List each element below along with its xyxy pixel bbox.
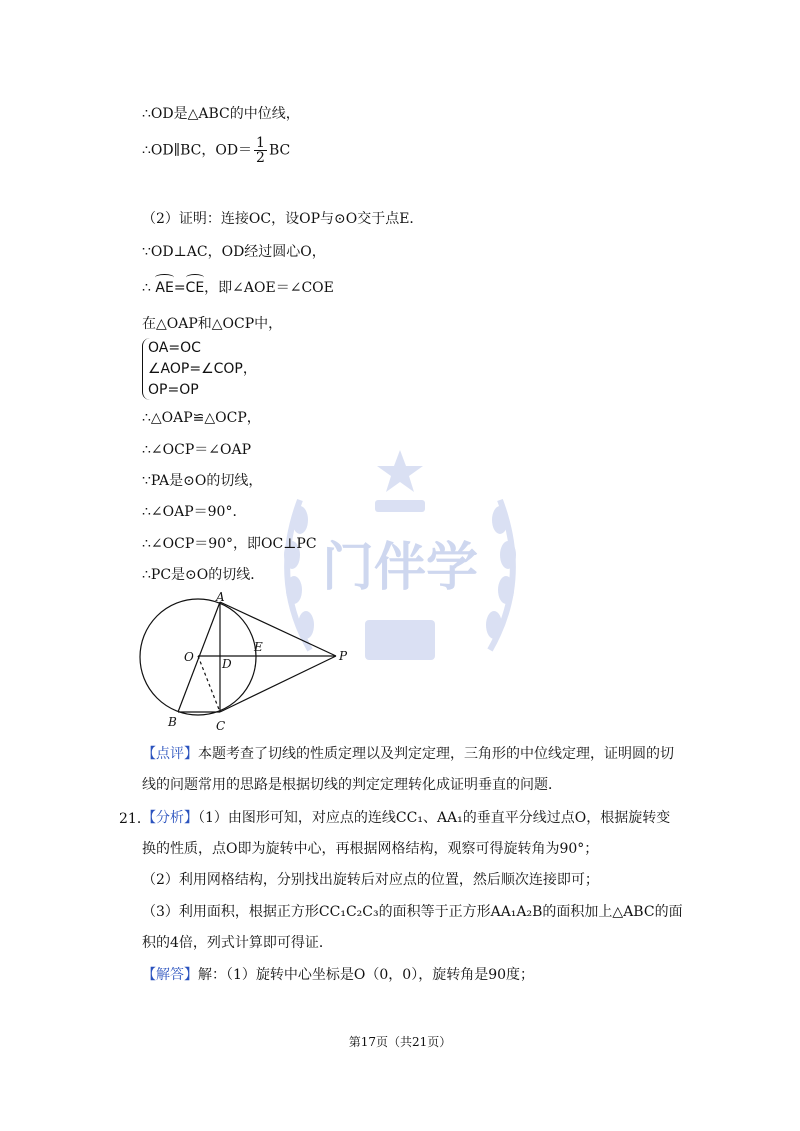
proof-line-parallel — [142, 136, 290, 165]
label-d: D — [222, 657, 232, 671]
condition-angle: ∠AOP=∠COP， — [148, 361, 257, 377]
proof2-line-arcs — [142, 278, 334, 298]
segment-oc — [198, 656, 220, 712]
analysis-line-3: （2）利用网格结构，分别找出旋转后对应点的位置，然后顺次连接即可； — [142, 872, 599, 888]
proof2-angle-equal: ∴∠OCP＝∠OAP — [142, 442, 251, 458]
answer-text-1: 解：（1）旋转中心坐标是O（0，0），旋转角是90度； — [198, 967, 535, 983]
analysis-line-4: （3）利用面积，根据正方形CC₁C₂C₃的面积等于正方形AA₁A₂B的面积加上△ABC的面 — [142, 904, 683, 920]
label-o: O — [184, 650, 194, 664]
proof2-line-perp: ∵OD⊥AC，OD经过圆心O， — [142, 244, 326, 260]
proof2-angle-90: ∴∠OAP＝90°． — [142, 504, 247, 520]
proof2-in-triangles: 在△OAP和△OCP中， — [142, 316, 283, 332]
analysis-line-2: 换的性质，点O即为旋转中心，再根据网格结构，观察可得旋转角为90°； — [142, 841, 599, 857]
segment-ap — [220, 602, 336, 656]
label-e: E — [254, 640, 263, 654]
label-a: A — [216, 592, 225, 604]
condition-oa-oc: OA=OC — [148, 340, 201, 356]
label-p: P — [339, 649, 348, 663]
fraction-denominator: 2 — [256, 150, 265, 166]
page-footer: 第17页（共21页） — [348, 1035, 452, 1049]
comment-tag: 【点评】 — [142, 746, 198, 762]
condition-op-op: OP=OP — [148, 382, 199, 398]
arc-equals: = — [173, 280, 186, 296]
arc-line-suffix: ，即∠AOE＝∠COE — [204, 280, 334, 296]
proof-line-parallel-post: BC — [268, 142, 291, 159]
proof2-intro: （2）证明：连接OC，设OP与⊙O交于点E． — [142, 211, 424, 227]
condition-system — [142, 338, 257, 401]
arc-ae: AE — [155, 280, 174, 296]
proof-line-parallel-pre: ∴OD∥BC，OD＝ — [142, 142, 253, 159]
proof2-tangent-given: ∵PA是⊙O的切线， — [142, 473, 263, 489]
proof2-conclusion: ∴PC是⊙O的切线． — [142, 567, 265, 583]
proof-line-median: ∴OD是△ABC的中位线， — [142, 106, 300, 122]
label-c: C — [216, 719, 226, 733]
proof2-congruent: ∴△OAP≌△OCP， — [142, 410, 261, 426]
analysis-text-1: （1）由图形可知，对应点的连线CC₁、AA₁的垂直平分线过点O，根据旋转变 — [198, 810, 671, 826]
segment-cp — [220, 656, 336, 712]
comment-text-1: 本题考查了切线的性质定理以及判定定理，三角形的中位线定理，证明圆的切 — [198, 746, 674, 762]
analysis-line-5: 积的4倍，列式计算即可得证． — [142, 935, 333, 951]
answer-tag: 【解答】 — [142, 967, 198, 983]
arc-ce: CE — [185, 280, 205, 296]
geometry-diagram — [136, 592, 356, 737]
analysis-line-1 — [142, 808, 670, 828]
question-number: 21． — [119, 811, 151, 827]
analysis-tag: 【分析】 — [142, 810, 198, 826]
comment-line-2: 线的问题常用的思路是根据切线的判定定理转化成证明垂直的问题． — [142, 777, 562, 793]
label-b: B — [168, 715, 177, 729]
proof2-angle-90-b: ∴∠OCP＝90°，即OC⊥PC — [142, 536, 317, 552]
answer-line-1 — [142, 965, 534, 985]
arc-line-prefix: ∴ — [142, 280, 151, 296]
fraction-half — [254, 136, 267, 165]
svg-text:门伴学: 门伴学 — [321, 538, 479, 598]
fraction-numerator: 1 — [256, 135, 265, 151]
comment-line-1 — [142, 744, 674, 764]
